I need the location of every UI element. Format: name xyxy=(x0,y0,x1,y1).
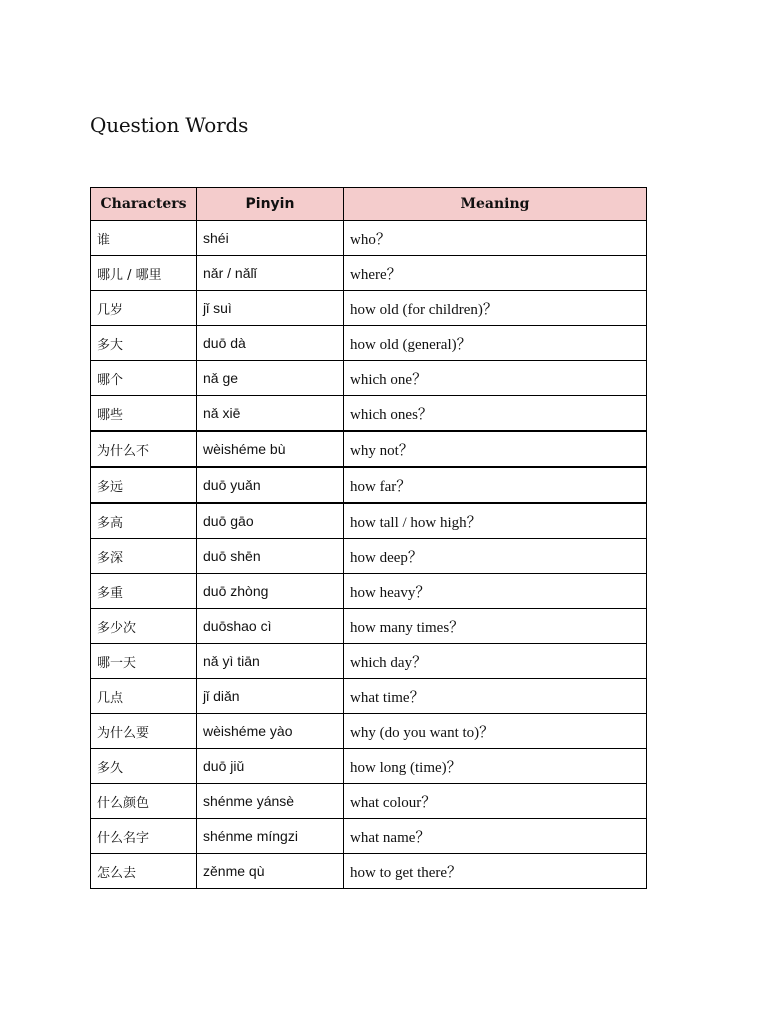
table-row xyxy=(91,221,647,256)
table-row xyxy=(91,819,647,854)
table-row xyxy=(91,396,647,432)
meaning-cell: how to get there？ xyxy=(344,854,647,889)
pinyin-cell: duō shēn xyxy=(197,539,344,574)
table-row xyxy=(91,714,647,749)
page-title: Question Words xyxy=(90,113,249,137)
characters-cell: 多远 xyxy=(91,467,197,503)
characters-cell: 多久 xyxy=(91,749,197,784)
meaning-cell: how old (for children)？ xyxy=(344,291,647,326)
pinyin-cell: wèishéme yào xyxy=(197,714,344,749)
pinyin-cell: wèishéme bù xyxy=(197,431,344,467)
table-row xyxy=(91,326,647,361)
pinyin-cell: duō gāo xyxy=(197,503,344,539)
meaning-cell: how deep？ xyxy=(344,539,647,574)
characters-cell: 哪些 xyxy=(91,396,197,432)
meaning-cell: which one？ xyxy=(344,361,647,396)
pinyin-cell: shénme yánsè xyxy=(197,784,344,819)
characters-cell: 为什么不 xyxy=(91,431,197,467)
characters-cell: 为什么要 xyxy=(91,714,197,749)
meaning-cell: where？ xyxy=(344,256,647,291)
pinyin-cell: duō dà xyxy=(197,326,344,361)
table-row xyxy=(91,854,647,889)
meaning-cell: why not？ xyxy=(344,431,647,467)
table-row xyxy=(91,291,647,326)
meaning-cell: what name？ xyxy=(344,819,647,854)
table-row xyxy=(91,644,647,679)
characters-cell: 多高 xyxy=(91,503,197,539)
meaning-cell: how tall / how high？ xyxy=(344,503,647,539)
characters-cell: 几点 xyxy=(91,679,197,714)
characters-cell: 多深 xyxy=(91,539,197,574)
pinyin-cell: shénme míngzi xyxy=(197,819,344,854)
meaning-cell: why (do you want to)？ xyxy=(344,714,647,749)
pinyin-cell: nǎ ge xyxy=(197,361,344,396)
table-row xyxy=(91,467,647,503)
table-row xyxy=(91,574,647,609)
meaning-cell: how heavy？ xyxy=(344,574,647,609)
meaning-cell: how far？ xyxy=(344,467,647,503)
pinyin-cell: duō jiǔ xyxy=(197,749,344,784)
pinyin-cell: jǐ diǎn xyxy=(197,679,344,714)
table-row xyxy=(91,361,647,396)
pinyin-cell: duō yuǎn xyxy=(197,467,344,503)
meaning-cell: which ones？ xyxy=(344,396,647,432)
characters-cell: 多大 xyxy=(91,326,197,361)
characters-cell: 几岁 xyxy=(91,291,197,326)
characters-cell: 哪一天 xyxy=(91,644,197,679)
pinyin-cell: shéi xyxy=(197,221,344,256)
pinyin-cell: duōshao cì xyxy=(197,609,344,644)
pinyin-cell: nǎ yì tiān xyxy=(197,644,344,679)
characters-cell: 什么颜色 xyxy=(91,784,197,819)
characters-cell: 谁 xyxy=(91,221,197,256)
header-characters: Characters xyxy=(91,188,197,221)
meaning-cell: how long (time)？ xyxy=(344,749,647,784)
table-row xyxy=(91,256,647,291)
header-pinyin: Pinyin xyxy=(197,188,344,221)
table-row xyxy=(91,784,647,819)
table-row xyxy=(91,539,647,574)
pinyin-cell: nǎ xiē xyxy=(197,396,344,432)
meaning-cell: what colour？ xyxy=(344,784,647,819)
question-words-table xyxy=(90,187,647,889)
characters-cell: 怎么去 xyxy=(91,854,197,889)
table-header-row xyxy=(91,188,647,221)
meaning-cell: who？ xyxy=(344,221,647,256)
table-row xyxy=(91,431,647,467)
characters-cell: 多重 xyxy=(91,574,197,609)
meaning-cell: which day？ xyxy=(344,644,647,679)
characters-cell: 哪儿 / 哪里 xyxy=(91,256,197,291)
pinyin-cell: nǎr / nǎlǐ xyxy=(197,256,344,291)
pinyin-cell: duō zhòng xyxy=(197,574,344,609)
table-row xyxy=(91,749,647,784)
meaning-cell: what time？ xyxy=(344,679,647,714)
pinyin-cell: zěnme qù xyxy=(197,854,344,889)
meaning-cell: how many times？ xyxy=(344,609,647,644)
pinyin-cell: jǐ suì xyxy=(197,291,344,326)
characters-cell: 什么名字 xyxy=(91,819,197,854)
table-row xyxy=(91,503,647,539)
meaning-cell: how old (general)？ xyxy=(344,326,647,361)
header-meaning: Meaning xyxy=(344,188,647,221)
table-row xyxy=(91,679,647,714)
characters-cell: 哪个 xyxy=(91,361,197,396)
characters-cell: 多少次 xyxy=(91,609,197,644)
table-row xyxy=(91,609,647,644)
